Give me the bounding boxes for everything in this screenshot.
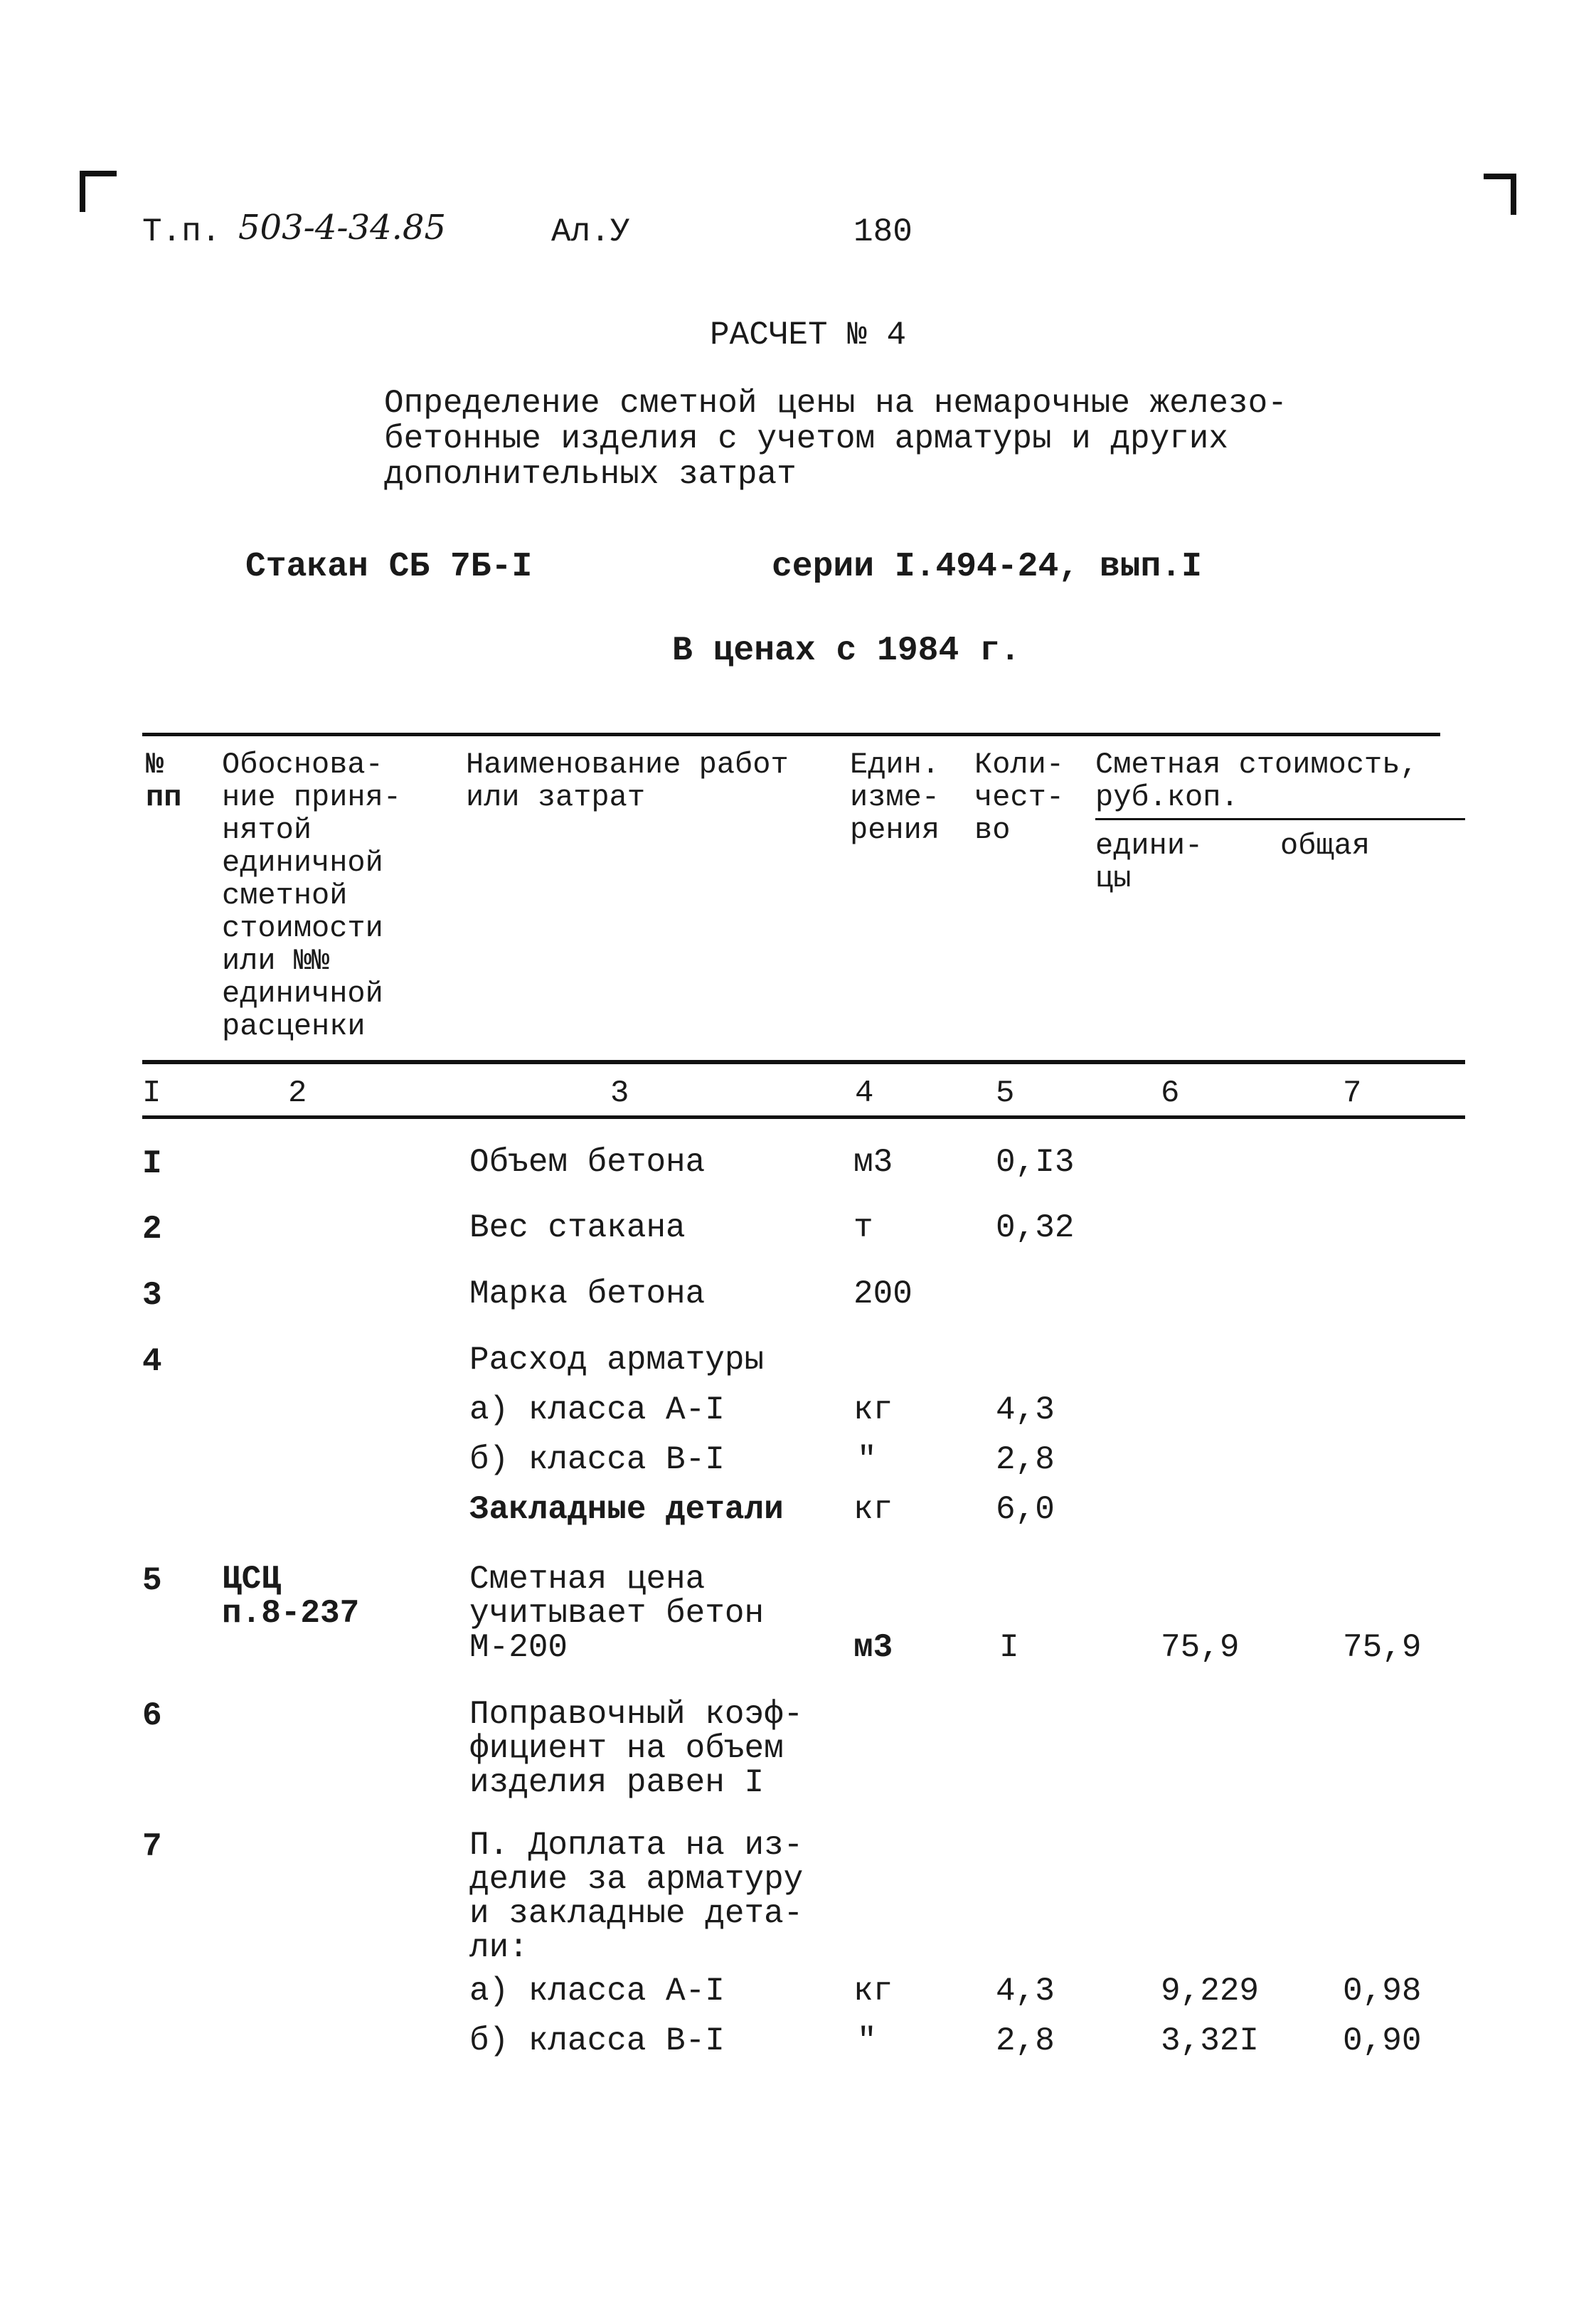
row-quantity: 2,8 <box>996 1441 1055 1478</box>
column-number: 4 <box>855 1076 874 1111</box>
row-quantity: 6,0 <box>996 1491 1055 1528</box>
album-label: Ал.У <box>551 213 630 250</box>
row-work-name: Сметная цена учитывает бетон М-200 <box>469 1561 765 1666</box>
column-number: 5 <box>996 1076 1015 1111</box>
row-unit: м3 <box>853 1144 893 1181</box>
header-quantity: Коли- чест- во <box>974 748 1065 847</box>
column-number: I <box>142 1076 161 1111</box>
header-bottom-rule <box>142 1060 1465 1064</box>
row-unit: кг <box>853 1391 893 1428</box>
row-number: 4 <box>142 1343 162 1380</box>
header-unit: Един. изме- рения <box>850 748 940 847</box>
row-work-name: Вес стакана <box>469 1209 686 1246</box>
row-unit-cost: 3,32I <box>1161 2022 1260 2059</box>
row-unit: м3 <box>853 1629 893 1666</box>
row-unit: " <box>857 1441 877 1478</box>
header-work-name: Наименование работ или затрат <box>466 748 789 815</box>
row-work-name: а) класса А-I <box>469 1973 725 2010</box>
row-unit: кг <box>853 1491 893 1528</box>
header-total-cost: общая <box>1280 829 1371 863</box>
header-basis: Обоснова- ние приня- нятой единичной сметной стоимости или №№ единичной расценки <box>222 748 402 1044</box>
row-number: 5 <box>142 1562 162 1599</box>
document-description: Определение сметной цены на немарочные железо- бетонные изделия с учетом арматуры и других дополнительных затрат <box>384 385 1287 493</box>
row-work-name: а) класса А-I <box>469 1391 725 1428</box>
row-number: 7 <box>142 1828 162 1865</box>
row-work-name: Объем бетона <box>469 1144 706 1181</box>
row-number: 6 <box>142 1697 162 1734</box>
cost-group-rule <box>1095 818 1465 820</box>
corner-mark-left <box>80 171 117 212</box>
row-work-name: П. Доплата на из- делие за арматуру и закладные дета- ли: <box>469 1827 804 1966</box>
row-work-name: Расход арматуры <box>469 1342 765 1379</box>
corner-mark-right <box>1484 174 1516 215</box>
product-series: серии I.494-24, вып.I <box>772 548 1202 586</box>
row-unit: " <box>857 2022 877 2059</box>
header-cost-group: Сметная стоимость, руб.коп. <box>1095 748 1418 815</box>
row-number: 2 <box>142 1211 162 1248</box>
row-unit-cost: 75,9 <box>1161 1629 1240 1666</box>
product-item: Стакан СБ 7Б-I <box>245 548 533 586</box>
row-unit: 200 <box>853 1275 913 1312</box>
row-work-name: Закладные детали <box>469 1491 784 1528</box>
row-number: 3 <box>142 1277 162 1314</box>
document-title: РАСЧЕТ № 4 <box>710 317 907 354</box>
column-number-rule <box>142 1115 1465 1119</box>
row-unit: т <box>853 1209 873 1246</box>
row-quantity: 2,8 <box>996 2022 1055 2059</box>
column-number: 3 <box>610 1076 629 1111</box>
row-total-cost: 0,90 <box>1343 2022 1422 2059</box>
row-basis: ЦСЦ п.8-237 <box>222 1561 360 1632</box>
prices-note: В ценах с 1984 г. <box>672 632 1021 670</box>
row-work-name: б) класса В-I <box>469 2022 725 2059</box>
tp-label: Т.п. <box>142 213 221 250</box>
row-quantity: 4,3 <box>996 1391 1055 1428</box>
page-number: 180 <box>853 213 913 250</box>
table-top-rule <box>142 733 1440 736</box>
row-total-cost: 75,9 <box>1343 1629 1422 1666</box>
column-number: 7 <box>1343 1076 1362 1111</box>
row-quantity: 0,I3 <box>996 1144 1075 1181</box>
row-quantity: 4,3 <box>996 1973 1055 2010</box>
tp-number: 503-4-34.85 <box>238 208 447 248</box>
row-work-name: Марка бетона <box>469 1275 706 1312</box>
row-work-name: б) класса В-I <box>469 1441 725 1478</box>
row-number: I <box>142 1145 162 1182</box>
row-quantity: 0,32 <box>996 1209 1075 1246</box>
header-unit-cost: едини- цы <box>1095 829 1203 896</box>
column-number: 6 <box>1161 1076 1180 1111</box>
row-quantity: I <box>999 1629 1019 1666</box>
column-number: 2 <box>288 1076 307 1111</box>
row-total-cost: 0,98 <box>1343 1973 1422 2010</box>
row-unit: кг <box>853 1973 893 2010</box>
row-unit-cost: 9,229 <box>1161 1973 1260 2010</box>
header-row-number: № пп <box>146 748 182 815</box>
row-work-name: Поправочный коэф- фициент на объем изделия равен I <box>469 1696 804 1801</box>
